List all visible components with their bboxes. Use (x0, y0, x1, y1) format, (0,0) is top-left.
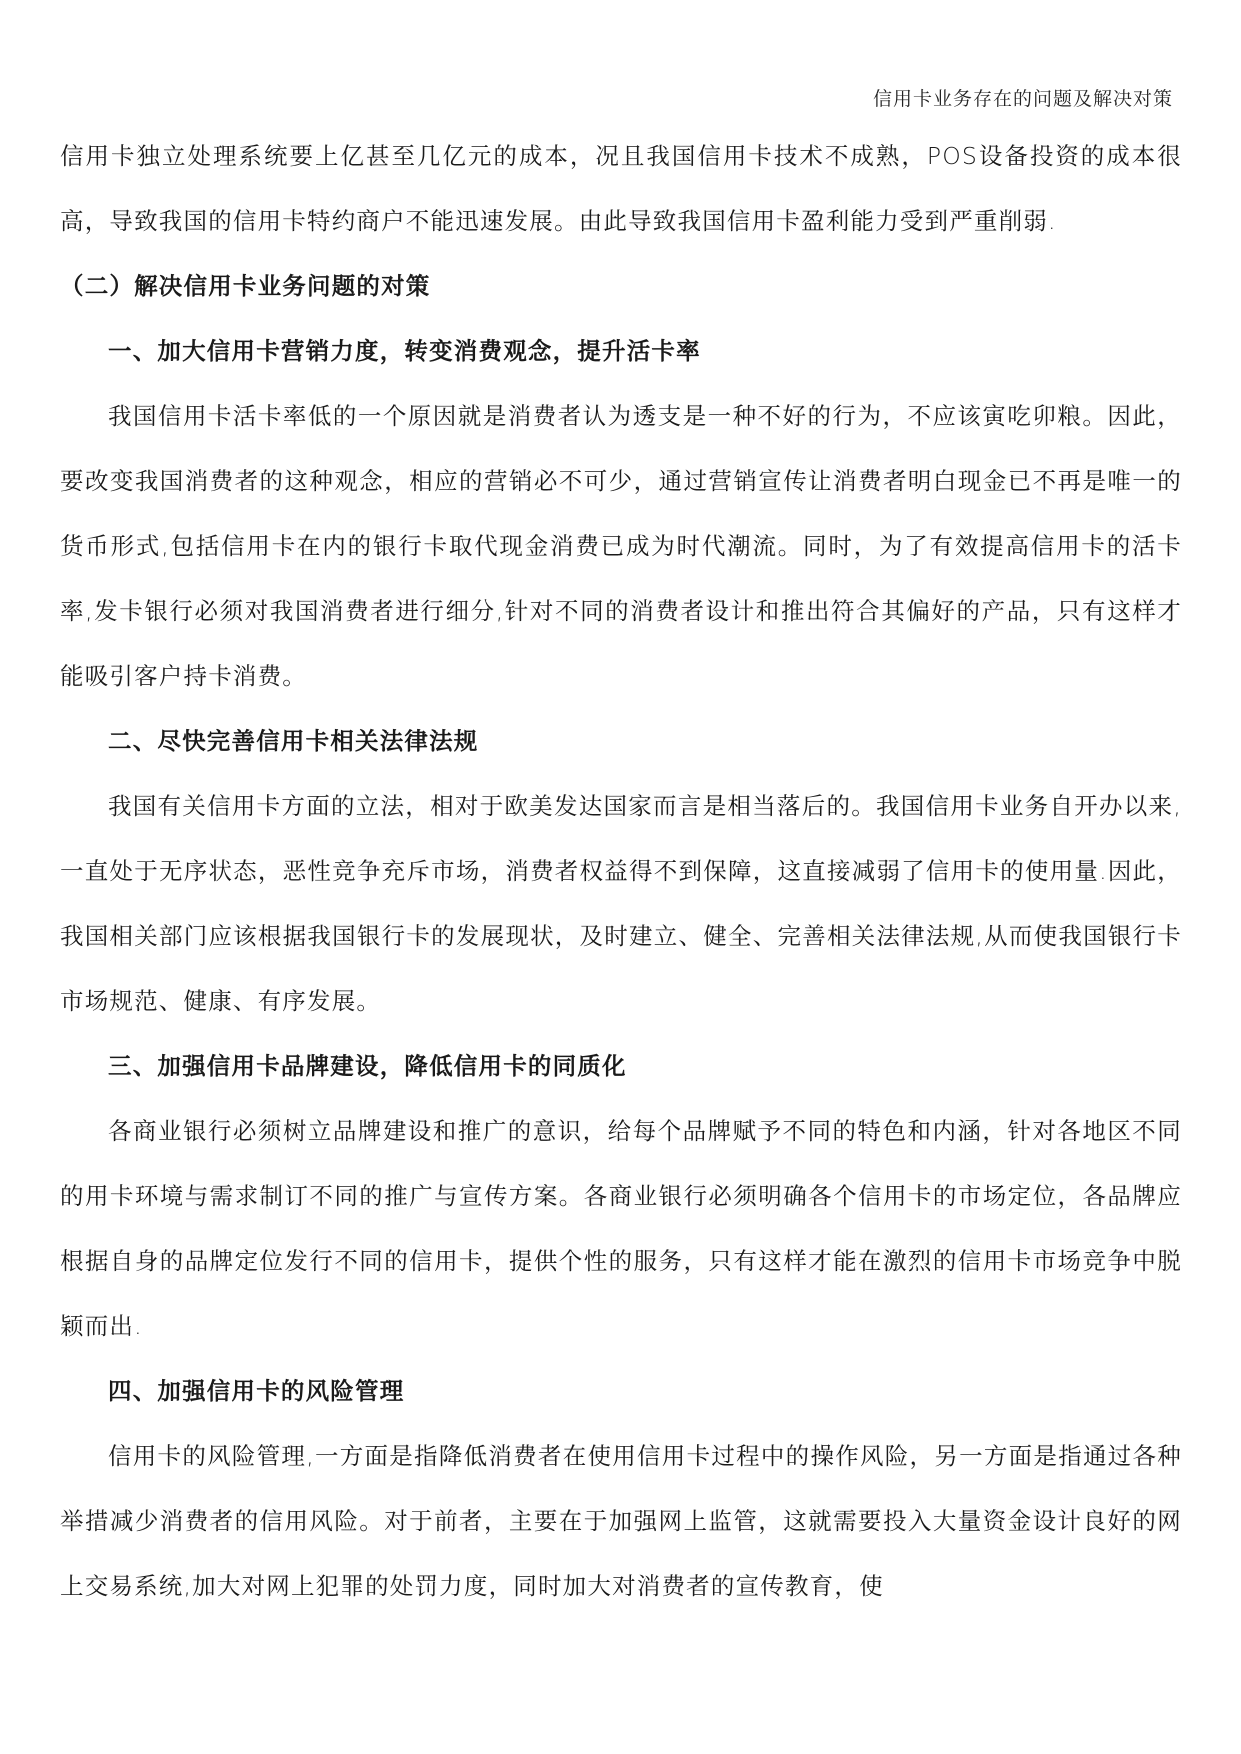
subsection-heading-1: 一、加大信用卡营销力度，转变消费观念，提升活卡率 (108, 337, 701, 365)
subsection-heading-3: 三、加强信用卡品牌建设，降低信用卡的同质化 (108, 1052, 627, 1080)
subsection-heading-2: 二、尽快完善信用卡相关法律法规 (108, 727, 479, 755)
subsection-paragraph-2: 我国有关信用卡方面的立法，相对于欧美发达国家而言是相当落后的。我国信用卡业务自开办以来,一直处于无序状态，恶性竞争充斥市场，消费者权益得不到保障，这直接减弱了信用卡的使用量.因此，我国相关部门应该根据我国银行卡的发展现状，及时建立、健全、完善相关法律法规,从而使我国银行卡市场规范、健康、有序发展。 (60, 792, 1182, 1015)
document-body (60, 124, 1182, 1619)
subsection-heading-4: 四、加强信用卡的风险管理 (108, 1377, 405, 1405)
subsection-paragraph-3: 各商业银行必须树立品牌建设和推广的意识，给每个品牌赋予不同的特色和内涵，针对各地区不同的用卡环境与需求制订不同的推广与宣传方案。各商业银行必须明确各个信用卡的市场定位，各品牌应根据自身的品牌定位发行不同的信用卡，提供个性的服务，只有这样才能在激烈的信用卡市场竞争中脱颖而出. (60, 1117, 1182, 1340)
section-heading: （二）解决信用卡业务问题的对策 (60, 272, 431, 300)
subsection-paragraph-1: 我国信用卡活卡率低的一个原因就是消费者认为透支是一种不好的行为，不应该寅吃卯粮。因此，要改变我国消费者的这种观念，相应的营销必不可少，通过营销宣传让消费者明白现金已不再是唯一的货币形式,包括信用卡在内的银行卡取代现金消费已成为时代潮流。同时，为了有效提高信用卡的活卡率,发卡银行必须对我国消费者进行细分,针对不同的消费者设计和推出符合其偏好的产品，只有这样才能吸引客户持卡消费。 (60, 402, 1182, 690)
intro-paragraph: 信用卡独立处理系统要上亿甚至几亿元的成本，况且我国信用卡技术不成熟，POS设备投资的成本很高，导致我国的信用卡特约商户不能迅速发展。由此导致我国信用卡盈利能力受到严重削弱. (60, 142, 1182, 235)
running-header: 信用卡业务存在的问题及解决对策 (872, 88, 1173, 110)
subsection-paragraph-4: 信用卡的风险管理,一方面是指降低消费者在使用信用卡过程中的操作风险，另一方面是指通过各种举措减少消费者的信用风险。对于前者，主要在于加强网上监管，这就需要投入大量资金设计良好的网上交易系统,加大对网上犯罪的处罚力度，同时加大对消费者的宣传教育，使 (60, 1442, 1182, 1600)
